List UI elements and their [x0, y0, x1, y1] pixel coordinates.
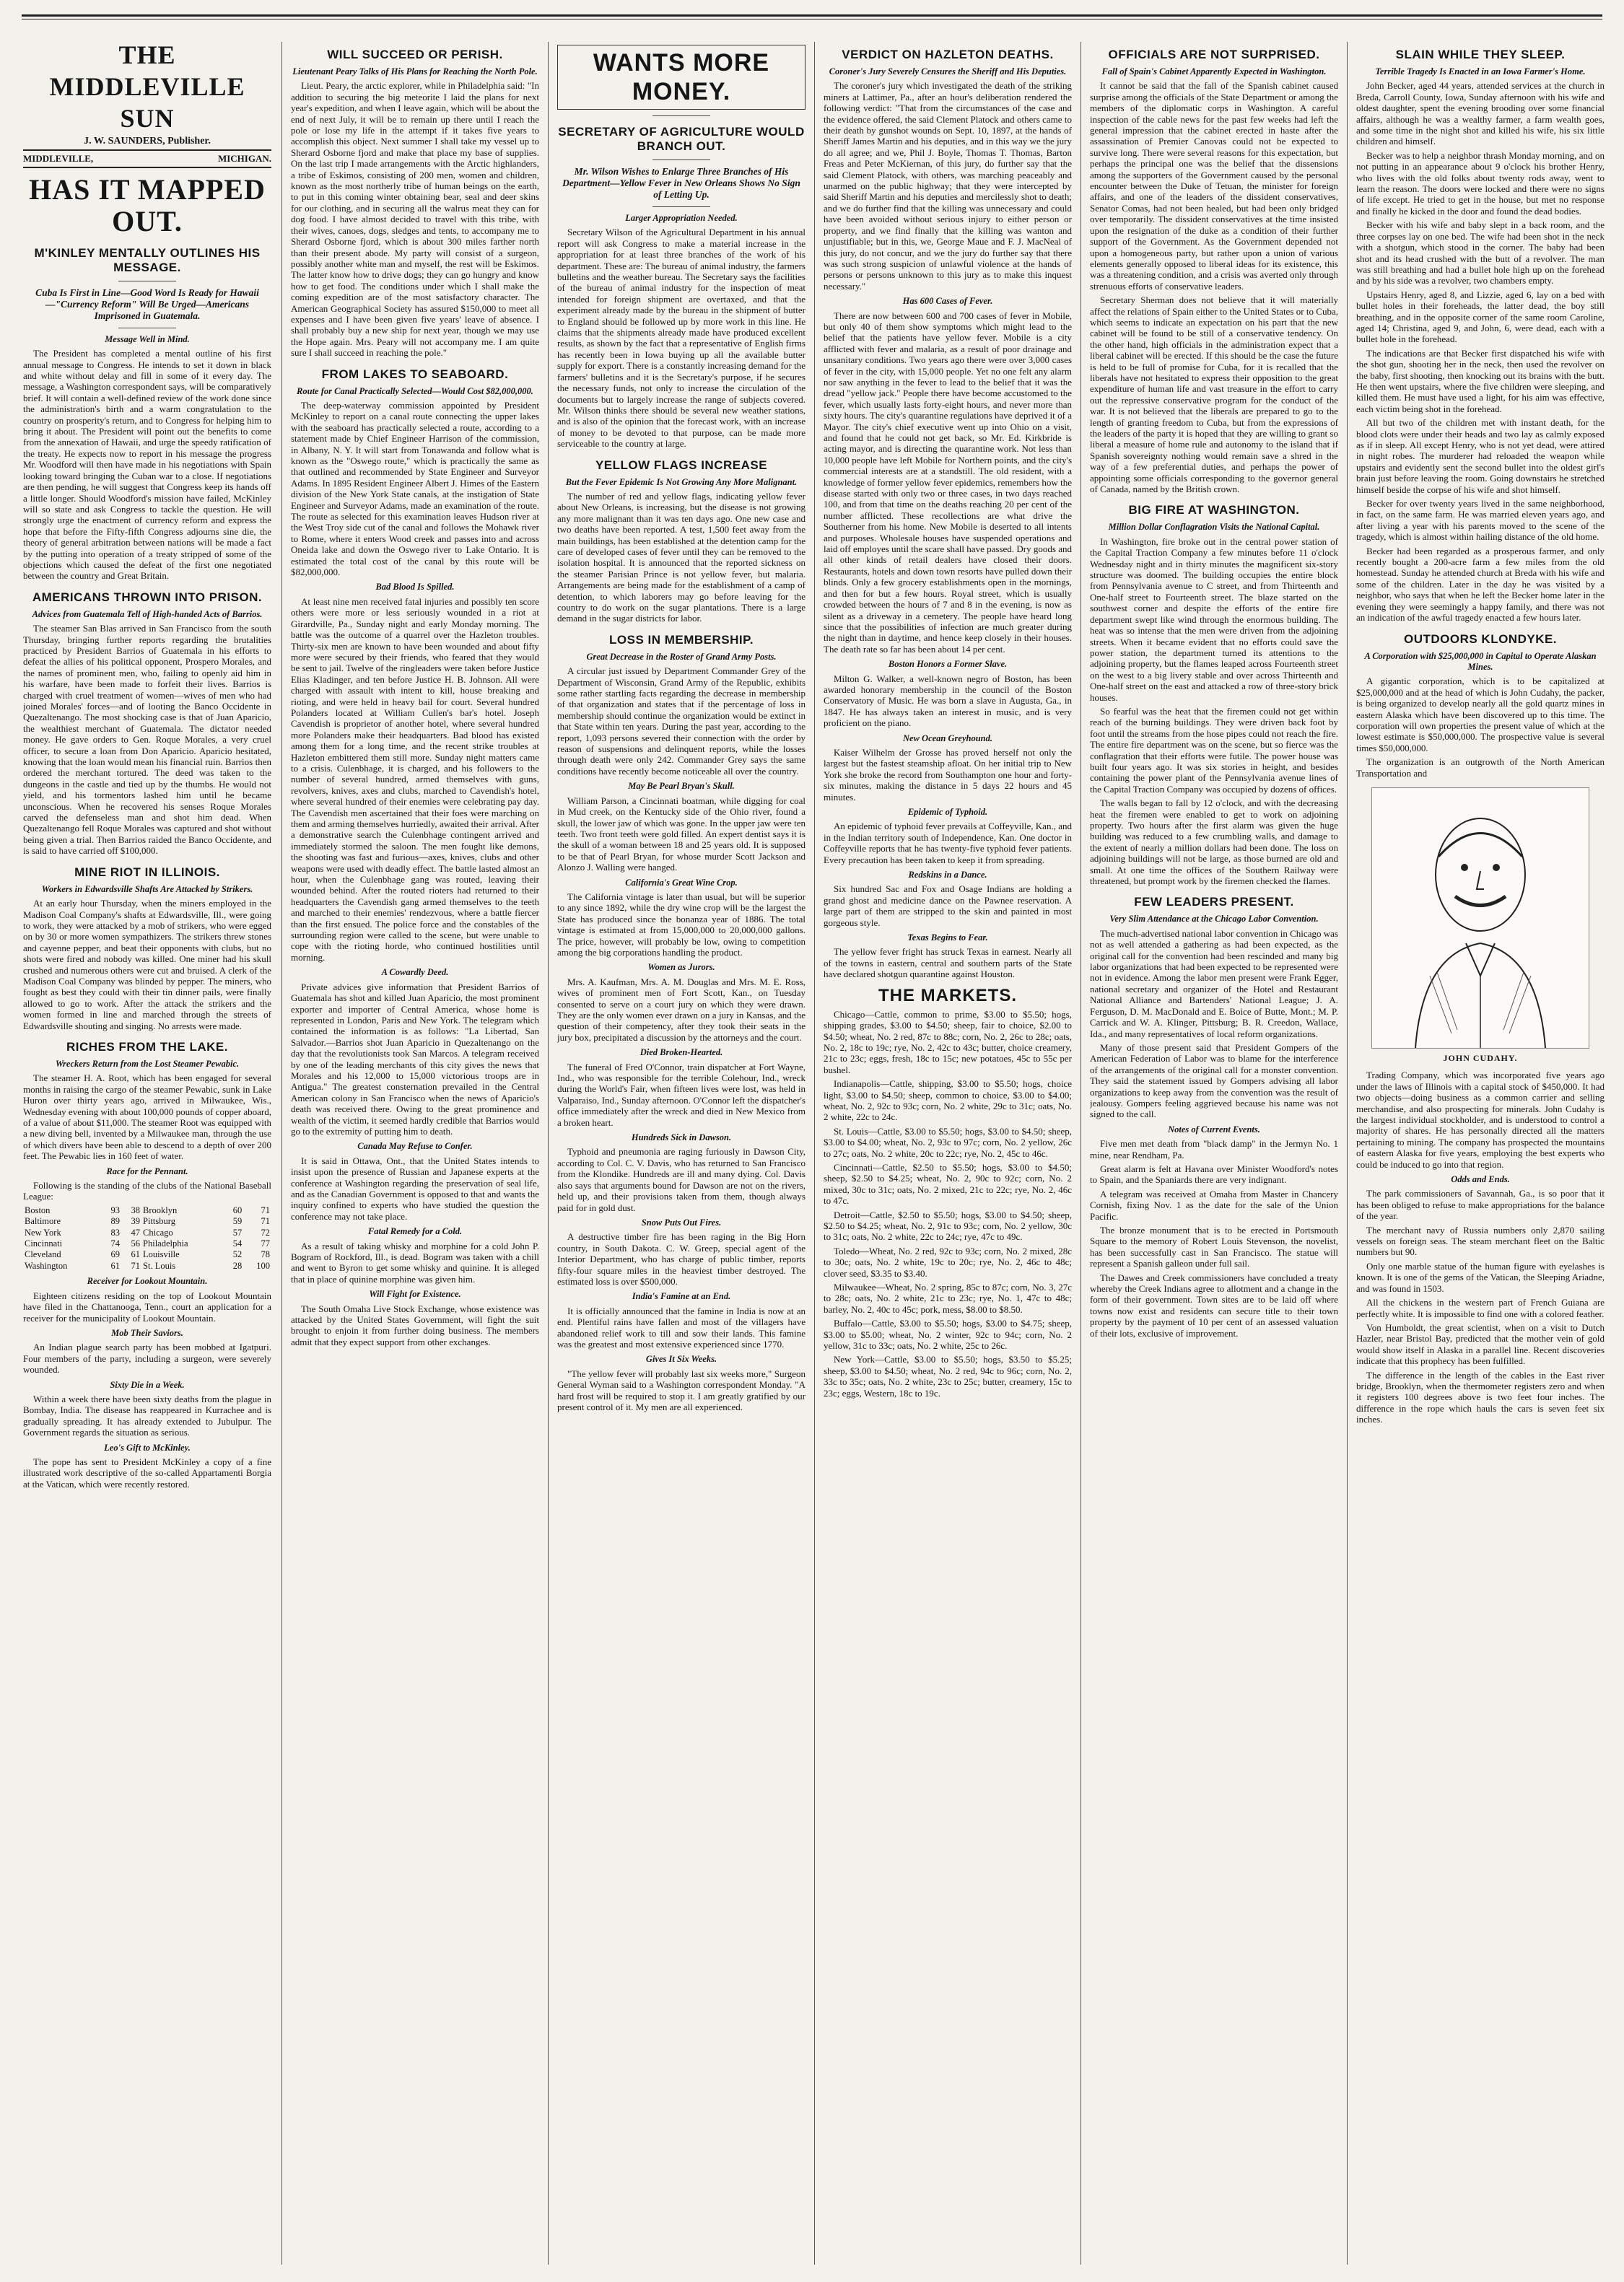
article-deck: Leo's Gift to McKinley. — [104, 1442, 191, 1453]
article-headline: OFFICIALS ARE NOT SURPRISED. — [1108, 48, 1320, 61]
article-paragraph: Becker with his wife and baby slept in a back room, and the three corpses lay on one bed. The wife had been shot in the neck with a shotgun, which stood in the corner. The baby had been shot and its head crushed with the butt of a revolver. The man was still breathing and had a bullet hole high up on the forehead and by his side was a revolver, two chambers empty. — [1356, 219, 1605, 287]
article-headline: WILL SUCCEED OR PERISH. — [327, 48, 503, 61]
section-title: Message Well in Mind. — [105, 333, 190, 344]
article-paragraph: It is said in Ottawa, Ont., that the United States intends to insist upon the presence of Russian and Japanese experts at the conference at Washington regarding the preservation of seal life, and as the Canadian Government is opposed to that and wants the inquiry confined to experts who have studied the question the conference may not take place. — [291, 1155, 539, 1222]
article-deck: Million Dollar Conflagration Visits the National Capital. — [1108, 522, 1320, 533]
article-headline: OUTDOORS KLONDYKE. — [1403, 631, 1558, 646]
standings-cell: 71 — [261, 1205, 270, 1215]
market-paragraph: Milwaukee—Wheat, No. 2 spring, 85c to 87c; corn, No. 3, 27c to 28c; oats, No. 2 white, 21c to 23c; rye, No. 1, 47c to 48c; barley, No. 2, 40c to 45c; pork, mess, $8.00 to $8.50. — [824, 1282, 1072, 1315]
standings-cell: 28 — [232, 1260, 243, 1271]
article-paragraph: The merchant navy of Russia numbers only 2,870 sailing vessels on foreign seas. The steam merchant fleet on the Baltic numbers but 90. — [1356, 1224, 1605, 1258]
article-deck: May Be Pearl Bryan's Skull. — [628, 781, 735, 792]
standings-cell: Pittsburg — [143, 1216, 175, 1227]
article-headline: FROM LAKES TO SEABOARD. — [321, 367, 509, 381]
market-paragraph: Detroit—Cattle, $2.50 to $5.50; hogs, $3.00 to $4.50; sheep, $2.50 to $4.25; wheat, No. 2, 91c to 93c; corn, No. 2 yellow, 30c to 31c; oats, No. 2 white, 22c to 24c; rye, 47c to 49c. — [824, 1209, 1072, 1243]
article-headline: YELLOW FLAGS INCREASE — [595, 458, 768, 472]
masthead-title: THE MIDDLEVILLE SUN — [49, 40, 245, 133]
article-paragraph: The much-advertised national labor convention in Chicago was not as well attended a gathering as had been expected, as the original call for the convention had been rescinded and many big labor organizations that had been expected to be represented were not in evidence. Among the labor men present were Frank Egger, national secretary and organizer of the Hotel and Restaurant National Alliance and Bartenders' National League; J. A. Ferguson, D. M. MacDonald and E. Boice of Butte, Mont.; M. P. Carrick and W. A. Klinger, Pittsburg; B. R. Creedon, Wallace, Ida., and many representatives of local reform organizations. — [1090, 927, 1338, 1039]
short-rule — [652, 206, 710, 207]
standings-row — [23, 1216, 271, 1227]
standings-cell: 71 — [261, 1216, 270, 1227]
standings-cell: 69 — [110, 1249, 120, 1260]
article-paragraph: There are now between 600 and 700 cases of fever in Mobile, but only 40 of them show symptoms which might lead to the belief that the patients have yellow fever. Mobile is a city afflicted with fever and malaria, as a result of poor drainage and unsanitary conditions. Two years ago there were over 3,000 cases of fever in the city, with 15,000 people. Yet no one felt any alarm nor saw anything in the fever to lead to the belief that it was the dread "yellow jack." People there have become accustomed to the fever, which usually lasts forty-eight hours, and never more than sixty hours. The city's quarantine regulations have deprived it of a Mayor. The city's chief executive went up into Ohio on a visit, and found that he could not get back, so Mr. Ed. Kirkbride is acting mayor, and is directing the quarantine work. Not less than 10,000 people have left Mobile for Northern points, and the city's commercial interests are at a standstill. The old resident, with a knowledge of former yellow fever epidemics, remembers how the disease started with only two or three cases, in two days reached 100, and from that time on the deaths reaching 20 per cent of the number afflicted. These recollections are what drive the Southerner from his home. New Mobile is deserted to all intents and purposes. Wholesale houses have suspended operations and laid off employes until the scare shall have passed. Dry goods and all other kinds of retail dealers have closed their doors. Restaurants, hotels and down town resorts have pulled down their blinds. Only a few grocery establishments open in the mornings, and then for but a few hours. Royal street, which is usually crowded between the hours of 7 and 8 in the evening, is now as silent as a driveway in a cemetery. The people have heard long since that the possibilities of infection are much greater during the night than in daytime, and hence keep closely in their houses. The death rate so far has been about 14 per cent. — [824, 310, 1072, 655]
standings-cell: 74 — [110, 1238, 120, 1249]
article-paragraph: The steamer San Blas arrived in San Francisco from the south Thursday, bringing further reports regarding the brutalities practiced by President Barrios of Guatemala in his efforts to defeat the allies of his political opponent, Prospero Morales, and the names of prominent men, who, failing to openly aid him in his warfare, have been made to forfeit their lives. Barrios is charged with cruel treatment of women—wives of men who had joined Morales' forces—and of looting the Banco Occidente in Quezaltenango. The most shocking case is that of Juan Aparicio, the wealthiest merchant of Guatemala. The dictator needed money. He gave orders to Gen. Roque Morales, a very cruel officer, to secure a loan from Don Aparicio. Aparicio hesitated, knowing that the loan would mean his financial ruin. Barrios then ordered the merchant tortured. The deed was taken to the dungeons in the castle and tied up by the thumbs. He would not yield, and his tormentors lashed him until he became unconscious. When he recovered his senses Roque Morales carved the defenseless man and shot him dead. When Quezaltenango fell Roque Morales was captured and shot without being given a trial. Then Barrios raided the Banco Occidente, and is said to have carried off $100,000. — [23, 623, 271, 857]
article-headline: FEW LEADERS PRESENT. — [1134, 895, 1294, 909]
article-headline: LOSS IN MEMBERSHIP. — [609, 632, 754, 647]
article-deck: Boston Honors a Former Slave. — [888, 659, 1008, 670]
article-headline: BIG FIRE AT WASHINGTON. — [1128, 503, 1300, 517]
standings-cell: 93 — [110, 1205, 120, 1215]
article-paragraph: It is officially announced that the famine in India is now at an end. Plentiful rains have fallen and most of the villagers have abandoned relief work to till and sow their lands. This famine was the greatest and most extensive experienced since 1770. — [557, 1305, 806, 1350]
article-paragraph: The coroner's jury which investigated the death of the striking miners at Lattimer, Pa., after an hour's deliberation rendered the following verdict: "That from the circumstances of the case and the evidence offered, the said Clement Platock and others came to their death by gunshot wounds on Sept. 10, 1897, at the hands of Sheriff James Martin and his deputies, and in this way we the jury do all agree; and we, Phil J. Boyle, Thomas T. Thomas, Barton Freas and Peter McKiernan, of this jury, do further say that the said Clement Platock, with others, was marching peaceably and unarmed on the public highway; that they were intercepted by said Sheriff Martin and his deputies and mercilessly shot to death; and we do further find that the killing was unnecessary and could have been avoided without serious injury to either person or property, and we find finally that the killing was wanton and unjustifiable; but in this, we, George Maue and F. J. MacNeal of this jury, do not concur, and we the jury do further say that there was such strong suspicion of unlawful violence at the hands of persons or persons unknown to this jury as to make this inquest necessary." — [824, 80, 1072, 292]
standings-cell: 54 — [232, 1238, 243, 1249]
market-paragraph: Buffalo—Cattle, $3.00 to $5.50; hogs, $3.00 to $4.75; sheep, $3.00 to $5.00; wheat, No. 2 winter, 92c to 94c; corn, No. 2 yellow, 31c to 33c; oats, No. 2 white, 25c to 26c. — [824, 1318, 1072, 1352]
article-paragraph: All but two of the children met with instant death, for the blood clots were under their heads and two lay as calmly exposed as if in sleep. All except Henry, who is not yet dead, were attired in night robes. The murderer had reloaded the weapon while upstairs and evidently sent the second bullet into the oldest girl's brain just before leaving the room. Going downstairs he stretched himself beside the corpse of his wife and shot himself. — [1356, 417, 1605, 495]
article-deck: Terrible Tragedy Is Enacted in an Iowa Farmer's Home. — [1375, 66, 1586, 76]
article-deck: A Corporation with $25,000,000 in Capital to Operate Alaskan Mines. — [1364, 650, 1597, 672]
article-deck: Epidemic of Typhoid. — [907, 807, 988, 817]
market-paragraph: Chicago—Cattle, common to prime, $3.00 to $5.50; hogs, shipping grades, $3.00 to $4.50; sheep, fair to choice, $2.00 to $4.50; wheat, No. 2 red, 87c to 88c; corn, No. 2, 26c to 28c; oats, No. 2, 18c to 19c; rye, No. 2, 42c to 43c; butter, choice creamery, 21c to 23c; eggs, fresh, 18c to 15c; new potatoes, 45c to 55c per bushel. — [824, 1008, 1072, 1075]
article-deck: Bad Blood Is Spilled. — [375, 582, 455, 593]
article-deck: Has 600 Cases of Fever. — [902, 296, 993, 307]
standings-cell: 52 — [232, 1249, 243, 1260]
standings-cell: 60 — [232, 1205, 243, 1215]
article-paragraph: It cannot be said that the fall of the Spanish cabinet caused surprise among the officials of the State Department or among the members of the diplomatic corps in Washington. A careful inspection of the cable news for the past few weeks had left the general impression that the cabinet erected in haste after the assassination of Premier Canovas could not be expected to survive long. There were several reasons for this expectation, but perhaps the principal one was the belief that the dissensions among the supporters of the Government caused by the personal encounter between the Duke of Tetuan, the minister for foreign affairs, and one of the leaders of the dissident conservatives, Senator Comas, had not been healed, but had been only bridged over temporarily. The dissident conservatives at the time insisted upon the resignation of the duke as a condition of their further support of the Government. As the Government depended not upon a homogeneous party, but rather upon a union of various elements generally opposed to liberal ideas for its existence, this was a threatening condition, and a crisis was averted only through strenuous efforts of conservative leaders. — [1090, 80, 1338, 292]
market-paragraph: Cincinnati—Cattle, $2.50 to $5.50; hogs, $3.00 to $4.50; sheep, $2.50 to $4.25; wheat, No. 2, 90c to 92c; corn, No. 2 mixed, 30c to 31c; oats, No. 2 mixed, 21c to 22c; rye, No. 2, 46c to 47c. — [824, 1161, 1072, 1207]
article-paragraph: A circular just issued by Department Commander Grey of the Department of Wisconsin, Grand Army of the Republic, exhibits some rather startling facts regarding the decrease in membership of that organization and states that if the percentage of loss in membership should continue the organization would be extinct in that State within ten years. During the past year, according to the report, 1,093 persons severed their connection with the order by reason of suspensions and delinquent reports, while the losses through death were only 242. Commander Grey says the same conditions have recently become noticeable all over the country. — [557, 665, 806, 777]
lead-deck: Cuba Is First in Line—Good Word Is Ready for Hawaii—"Currency Reform" Will Be Urged—Americans Imprisoned in Guatemala. — [35, 287, 259, 321]
article-deck: But the Fever Epidemic Is Not Growing Any More Malignant. — [565, 476, 798, 487]
standings-cell: 78 — [261, 1249, 270, 1260]
lead-subhead: M'KINLEY MENTALLY OUTLINES HIS MESSAGE. — [34, 245, 261, 274]
standings-cell: Philadelphia — [143, 1238, 188, 1249]
column-6 — [1356, 39, 1605, 2268]
article-headline: SLAIN WHILE THEY SLEEP. — [1395, 48, 1566, 61]
article-headline: VERDICT ON HAZLETON DEATHS. — [842, 48, 1054, 61]
market-paragraph: Toledo—Wheat, No. 2 red, 92c to 93c; corn, No. 2 mixed, 28c to 30c; oats, No. 2 white, 19c to 20c; rye, No. 2, 46c to 48c; clover seed, $3.35 to $3.40. — [824, 1245, 1072, 1279]
lead-deck: Mr. Wilson Wishes to Enlarge Three Branches of His Department—Yellow Fever in New Orleans Shows No Sign of Letting Up. — [562, 166, 800, 200]
article-paragraph: Mrs. A. Kaufman, Mrs. A. M. Douglas and Mrs. M. E. Ross, wives of prominent men of Fort Scott, Kan., on Tuesday consented to serve on a court jury on which they were drawn. They are the only women ever drawn on a jury in Kansas, and the question of their competency, after they took their seats in the jury box, precipitated a discussion by the attorneys and the court. — [557, 976, 806, 1043]
article-deck: Receiver for Lookout Mountain. — [87, 1276, 208, 1287]
article-paragraph: An Indian plague search party has been mobbed at Igatpuri. Four members of the party, including a surgeon, were severely wounded. — [23, 1342, 271, 1376]
article-deck: Fall of Spain's Cabinet Apparently Expected in Washington. — [1101, 66, 1327, 76]
article-paragraph: A destructive timber fire has been raging in the Big Horn country, in South Dakota. C. W. Greep, special agent of the Interior Department, who has charge of public timber, reports fifty-four square miles in the heaviest timber destroyed. The estimated loss is over $500,000. — [557, 1231, 806, 1287]
article-paragraph: An epidemic of typhoid fever prevails at Coffeyville, Kan., and in the Indian territory south of Independence, Kan. One doctor in Coffeyville reports that he has twenty-five typhoid fever patients. Every precaution has been taken to keep it from spreading. — [824, 821, 1072, 865]
article-paragraph: A telegram was received at Omaha from Master in Chancery Cornish, fixing Nov. 1 as the date for the sale of the Union Pacific. — [1090, 1188, 1338, 1222]
article-paragraph: Typhoid and pneumonia are raging furiously in Dawson City, according to Col. C. V. Davis, who has returned to San Francisco from the Klondike. Hundreds are ill and many dying. Col. Davis also says that arguments bound for Dawson are not on the rivers, held up, and their provisions taken from them, though always paid for in gold dust. — [557, 1146, 806, 1213]
article-paragraph: Five men met death from "black damp" in the Jermyn No. 1 mine, near Rendham, Pa. — [1090, 1138, 1338, 1160]
masthead-dateline — [23, 149, 271, 167]
article-deck: Odds and Ends. — [1451, 1174, 1510, 1185]
portrait-icon — [1372, 788, 1589, 1048]
article-paragraph: The Dawes and Creek commissioners have concluded a treaty whereby the Creek Indians agree to allotment and a change in the form of their government. Town sites are to be laid off where towns now exist and residents can secure title to their town property by the payment of 10 per cent of an assessed valuation of their lots, exclusive of improvement. — [1090, 1272, 1338, 1339]
portrait-caption: JOHN CUDAHY. — [1443, 1052, 1518, 1063]
article-deck: Texas Begins to Fear. — [907, 932, 988, 943]
column-rule — [281, 42, 282, 2265]
standings-cell: Louisville — [143, 1249, 180, 1260]
masthead-town: MIDDLEVILLE, — [23, 153, 94, 165]
column-3 — [557, 39, 806, 2268]
article-deck: Advices from Guatemala Tell of High-handed Acts of Barrios. — [32, 608, 263, 619]
standings-cell: 61 — [131, 1249, 141, 1260]
column-5 — [1090, 39, 1338, 2268]
column-rule — [814, 42, 815, 2265]
portrait-illustration — [1371, 787, 1589, 1049]
article-deck: Very Slim Attendance at the Chicago Labor Convention. — [1109, 914, 1319, 924]
standings-cell: Chicago — [143, 1227, 173, 1238]
short-rule — [652, 115, 710, 116]
article-paragraph: Lieut. Peary, the arctic explorer, while in Philadelphia said: "In addition to securing the big meteorite I laid the plans for next year's expedition, and when I leave again, which will be about the end of next July, it will be to remain up there until I reach the pole or lose my life in the attempt if it takes five years to accomplish this object. Next summer I shall take my vessel up to Sherard Osborne fjord and make that place my base of supplies. On the last trip I made arrangements with the Arctic highlanders, a tribe of Eskimos, consisting of 200 men, women and children, known as the most northerly tribe of human beings on the earth, to put in this coming winter obtaining bear, seal and deer skins for our clothing, and in securing all the walrus meat they can for dog food. I have almost decided to travel with this tribe, with their wives, canoes, dogs, sledges and tents, to accompany me to Sherard Osborne fjord, which is about 300 miles farther north than their present abode. My party will consist of a surgeon, possibly another white man and myself, the rest will be Eskimos. The latter know how to drive dogs; they can go hungry and know how to get food. The conditions under which I shall make the coming expedition are of the most satisfactory character. The American Geographical Society has assured $150,000 to meet all expenses and I have been given five years' leave of absence. I shall probably buy a new ship for next year, though we may use the Hope again. Mrs. Peary will not accompany me. I am quite sure I shall succeed in reaching the pole." — [291, 80, 539, 359]
article-paragraph: "The yellow fever will probably last six weeks more," Surgeon General Wyman said to a Washington correspondent Monday. "A hard frost will be required to stop it. I am greatly gratified by our present control of it. My men are all experienced. — [557, 1368, 806, 1412]
short-rule — [652, 159, 710, 160]
article-deck: Larger Appropriation Needed. — [625, 213, 738, 223]
article-paragraph: At least nine men received fatal injuries and possibly ten score others were more or less seriously wounded in a riot at Girardville, Pa., Sunday night and early Monday morning. The battle was the outcome of a quarrel over the Hazleton troubles. Thirty-six men are known to have been wounded and about fifty more were secured by their friends, who feared that they would be sent to jail. Twelve of the ringleaders were taken before Justice Elias Kladinger, and ten before Justice H. B. Johnson. All were charged with assault with intent to kill, house breaking and rioting, and were held in heavy bail for court. Several hundred Polanders located at William Cullen's bar's hotel. Joseph Cavendish is proprietor of another hotel, where several hundred more Polanders make their headquarters. Bad blood has existed among them for a long time, and the recent strike troubles at Hazleton embittered them still more. Sunday night matters came to a crisis. Culenbhage, it is charged, and his followers to the number of several hundred, armed themselves with guns, revolvers, knives, axes and clubs, marched to Cavendish's hotel, where several hundred of their enemies were celebrating pay day. The Cavendish men ascertained that their foes were marching on them and arming themselves hurriedly, awaited their arrival. After a demonstrative search the Culenbhage contingent arrived and immediately stormed the saloon. The men fought like demons, the shooting was fast and furious—axes, knives, clubs and other weapons were used with deadly effect. The battle lasted almost an hour, when the Culenbhage gang was routed, leaving their wounded behind. After the routed rioters had returned to their headquarters the Cavendish gang armed themselves to the teeth and marched to their enemies' rendezvous, where a battle fiercer than the first ensued. The police force and the constables of the surrounding region were called to the scene, but were unable to cope with the rioting horde, who continued hostilities until morning. — [291, 595, 539, 963]
standings-cell: 61 — [110, 1260, 120, 1271]
article-headline: MINE RIOT IN ILLINOIS. — [74, 865, 220, 879]
article-paragraph: So fearful was the heat that the firemen could not get within reach of the burning buildings. They were driven back foot by foot until the streams from the hose pipes could not reach the fire. The entire fire department was on the scene, but so fierce was the conflagration that their efforts were futile. The power house was built four years ago. It was six stories in height, and besides containing the power plant of the Pennsylvania avenue lines of the Capital Traction Company was occupied by dozens of offices. — [1090, 705, 1338, 795]
article-paragraph: Kaiser Wilhelm der Grosse has proved herself not only the largest but the fastest steamship afloat. On her initial trip to New York she broke the record from Southampton one hour and forty-six minutes, making the distance in 5 days 22 hours and 45 minutes. — [824, 746, 1072, 803]
article-paragraph: Becker was to help a neighbor thrash Monday morning, and on not putting in an appearance about 9 o'clock his brother Henry, who lives with the old folks about twenty rods away, went to learn the reason. The doors were locked and there were no signs of life except. He tried to get in the house, but met no response and finally he kicked in the door and found the dead bodies. — [1356, 149, 1605, 217]
column-rule — [548, 42, 549, 2265]
standings-cell: 47 — [131, 1227, 141, 1238]
article-deck: Route for Canal Practically Selected—Would Cost $82,000,000. — [297, 385, 533, 396]
column-2 — [291, 39, 539, 2268]
standings-cell: Washington — [25, 1260, 68, 1271]
masthead-publisher: J. W. SAUNDERS, Publisher. — [84, 136, 211, 147]
article-paragraph: Secretary Wilson of the Agricultural Department in his annual report will ask Congress to make a material increase in the appropriation for at least three branches of the work of his department. These are: The bureau of animal industry, the farmers bulletins and the weather bureau. The Secretary says the facilities of the bureau of animal industry for the inspection of meat intended for foreign shipment are overtaxed, and that the experiment already made by the bureau in the shipment of butter to England should be followed up by more work in this line. He claims that the shipments already made have produced excellent results, as shown by the fact that a representative of English firms has recently been in Iowa buying up all the available butter supply for export. There is a constantly increasing demand for the farmers' bulletins and it is the Secretary's purpose, if he secures the necessary funds, not only to increase the circulation of the documents but to largely increase the range of subjects covered. Mr. Wilson thinks there should be several new weather stations, and is also of the opinion that the forecast work, with an increase of money to be devoted to that purpose, can be made more serviceable to the country at large. — [557, 227, 806, 450]
standings-cell: 89 — [110, 1216, 120, 1227]
standings-cell: 56 — [131, 1238, 141, 1249]
lead-subhead: SECRETARY OF AGRICULTURE WOULD BRANCH OUT. — [558, 125, 805, 153]
standings-cell: 39 — [131, 1216, 141, 1227]
article-paragraph: Eighteen citizens residing on the top of Lookout Mountain have filed in the Chattanooga, Tenn., court an application for a receiver for the municipality of Lookout Mountain. — [23, 1290, 271, 1324]
standings-table — [23, 1205, 271, 1272]
standings-cell: 71 — [131, 1260, 141, 1271]
article-deck: Snow Puts Out Fires. — [641, 1217, 722, 1228]
standings-cell: Baltimore — [25, 1216, 61, 1227]
column-1 — [23, 39, 271, 2268]
article-paragraph: Milton G. Walker, a well-known negro of Boston, has been awarded honorary membership in the council of the Boston Conservatory of Music. He was born a slave in Augusta, Ga., in 1847. He has always taken an interest in music, and is very proficient on the piano. — [824, 673, 1072, 729]
standings-cell: Brooklyn — [143, 1205, 178, 1215]
article-paragraph: Von Humboldt, the great scientist, when on a visit to Dutch Hazler, near Bristol Bay, predicted that the mother vein of gold would show itself in Alaska in a parallel line. Recent discoveries indicate that this prophecy has been fulfilled. — [1356, 1321, 1605, 1367]
top-rule — [22, 14, 1602, 17]
article-paragraph: The walls began to fall by 12 o'clock, and with the decreasing heat the firemen were enabled to get to work on adjoining property. Two hours after the first alarm was given the huge building was reduced to a few crumbling walls, and damage to the extent of nearly a million dollars had been done. The loss on adjoining buildings will not be large, as those burned are old and small. At one time the offices of the Southern Railway were threatened, but prompt work by the firemen checked the flames. — [1090, 797, 1338, 887]
article-deck: Mob Their Saviors. — [111, 1327, 183, 1338]
article-deck: New Ocean Greyhound. — [903, 733, 992, 743]
article-paragraph: Private advices give information that President Barrios of Guatemala has shot and killed Juan Aparicio, the most prominent exporter and importer of Central America, whose home is represented in London, Paris and New York. The telegram which contained the information is as follows: "La Libertad, San Salvador.—Barrios shot Juan Aparicio in Quezaltenango on the day that the revolutionists took San Marcos. A telegram received by one of the leading merchants of this city gives the news that Morales and his 12,000 to 15,000 victorious troops are in Antigua." The greatest consternation prevailed in the Central American colony in San Francisco when the news of Aparicio's death was received there. Owing to the great prominence and wealth of the victim, it seemed hardly credible that Barrios would go to the extremity of putting him to death. — [291, 981, 539, 1137]
article-paragraph: As a result of taking whisky and morphine for a cold John P. Bogram of Rockford, Ill., is dead. Bogram was taken with a chill and went to Byron to get some whisky and quinine. It is alleged that in place of quinine morphine was given him. — [291, 1240, 539, 1285]
article-deck: Race for the Pennant. — [106, 1166, 188, 1176]
article-deck: Lieutenant Peary Talks of His Plans for Reaching the North Pole. — [292, 66, 538, 76]
standings-row — [23, 1238, 271, 1249]
article-deck: Will Fight for Existence. — [369, 1289, 461, 1300]
article-paragraph: The number of red and yellow flags, indicating yellow fever about New Orleans, is increasing, but the disease is not growing any more malignant than it was ten days ago. One new case and two deaths have been reported. A test, 1,500 feet away from the main buildings, has been established at the detention camp for the care of developed cases of fever until they can be removed to the isolation hospital. It is announced that the reported sickness on the steamer Parisian Prince is not yellow fever, but malaria. Arrangements are being made for the establishment of a camp of detention, to which laborers may go before leaving for the country to do work on the sugar plantations. There is a large demand in the sugar districts for labor. — [557, 490, 806, 624]
standings-cell: 100 — [256, 1260, 270, 1271]
article-deck: Notes of Current Events. — [1168, 1124, 1260, 1135]
column-rule — [1347, 42, 1348, 2265]
article-deck: Died Broken-Hearted. — [639, 1047, 723, 1058]
article-paragraph: The South Omaha Live Stock Exchange, whose existence was attacked by the United States Government, will fight the suit brought to enjoin it from further doing business. The members admit that they expect support from other exchanges. — [291, 1303, 539, 1347]
article-paragraph: Becker had been regarded as a prosperous farmer, and only recently bought a 200-acre farm a few miles from the old homestead. Sunday he attended church at Breda with his wife and some of the children. Later in the day he was visited by a neighbor, who says that when he left the Becker home later in the evening they were seemingly a happy family, and there was not an indication of the awful tragedy enacted a few hours later. — [1356, 545, 1605, 624]
article-paragraph: All the chickens in the western part of French Guiana are perfectly white. It is impossible to find one with a colored feather. — [1356, 1297, 1605, 1319]
article-deck: Coroner's Jury Severely Censures the Sheriff and His Deputies. — [829, 66, 1067, 76]
newspaper-page — [22, 10, 1605, 2272]
article-paragraph: The President has completed a mental outline of his first annual message to Congress. He intends to set it down in black and white without delay and fill in some of it every day. The message, a Washington correspondent says, will be comparatively brief. It will contain a well-defined review of the work done since the administration's birth and a warm congratulation to the country on prosperity's return, and to Congress for helping him to bring it about. The President will point out the benefits to come from the annexation of Hawaii, and urge the speedy ratification of the treaty. He expects now to report in his message the progress Mr. Woodford will then have made in his negotiations with Spain looking toward bringing the Cuban war to a close. If negotiations are then pending, he will suggest that Congress keep its hands off a little longer. Should Woodford's mission have failed, McKinley will so state and ask Congress to tackle the question. He will strongly urge the enactment of currency reform and express the hope that before the Fifty-fifth Congress adjourns sine die, the theory of general arbitration between nations will be made a fact by the putting into operation of a treaty stripped of some of the objections which caused the defeat of the first one negotiated between the country and Great Britain. — [23, 348, 271, 582]
article-paragraph: A gigantic corporation, which is to be capitalized at $25,000,000 and at the head of which is John Cudahy, the packer, is being organized to develop nearly all the gold quartz mines in eastern Alaska which have been discovered up to this time. The corporation will own properties the present value of which at the lowest estimate is $50,000,000. The prospective value is several times $50,000,000. — [1356, 676, 1605, 753]
article-paragraph: The funeral of Fred O'Connor, train dispatcher at Fort Wayne, Ind., who was responsible for the terrible Colehour, Ind., wreck during the World's Fair, when fifteen lives were lost, was held in Valparaiso, Ind., Sunday afternoon. O'Connor left the dispatcher's office immediately after the wreck and died in New Mexico from a broken heart. — [557, 1061, 806, 1128]
article-paragraph: John Becker, aged 44 years, attended services at the church in Breda, Carroll County, Iowa, Sunday afternoon with his wife and oldest daughter, spent the evening brooding over some financial affairs, although he was a wealthy farmer, a farm wealth goes, and some time in the night shot and killed his wife, his six little children and himself. — [1356, 80, 1605, 147]
standings-cell: 38 — [131, 1205, 141, 1215]
markets-headline: THE MARKETS. — [878, 985, 1017, 1005]
article-paragraph: The pope has sent to President McKinley a copy of a fine illustrated work descriptive of the so-called Appartamenti Borgia at the Vatican, which were recently restored. — [23, 1456, 271, 1490]
standings-row — [23, 1261, 271, 1272]
standings-cell: 57 — [232, 1227, 243, 1238]
article-paragraph: Many of those present said that President Gompers of the American Federation of Labor was to blame for the interference of the arrangements of the original call for a monster convention. They said the statement issued by Gompers advising all labor organizations to keep away from the convention was the result of jealousy. Gompers feeling aggrieved because his name was not signed to the call. — [1090, 1041, 1338, 1120]
article-deck: Hundreds Sick in Dawson. — [631, 1132, 732, 1143]
article-deck: Great Decrease in the Roster of Grand Army Posts. — [586, 651, 777, 662]
standings-cell: St. Louis — [143, 1260, 176, 1271]
article-paragraph: The indications are that Becker first dispatched his wife with the shot gun, shooting her in the neck, then used the revolver on the baby, first shooting, then knocking out its brains with the butt. He then went upstairs, where the five children were sleeping, and killed them. He must have used a light, for his aim was effective, each victim being shot in the forehead. — [1356, 347, 1605, 414]
standings-row — [23, 1249, 271, 1260]
article-paragraph: The California vintage is later than usual, but will be superior to any since 1892, while the dry wine crop will be the largest the State has produced since the bonanza year of 1886. The total vintage is estimated at from 15,000,000 to 20,000,000 gallons. The price, however, will probably be low, owing to competition among the big corporations handling the product. — [557, 891, 806, 958]
article-paragraph: The bronze monument that is to be erected in Portsmouth Square to the memory of Robert Louis Stevenson, the novelist, has been successfully cast in San Francisco. The statue will represent a Spanish galleon under full sail. — [1090, 1225, 1338, 1269]
article-paragraph: Only one marble statue of the human figure with eyelashes is known. It is one of the gems of the Vatican, the Sleeping Ariadne, and was found in 1503. — [1356, 1260, 1605, 1294]
article-paragraph: The deep-waterway commission appointed by President McKinley to report on a canal route connecting the upper lakes with the seaboard has practically selected a route, according to a statement made by Chief Engineer Harrison of the commission, in Albany, N. Y. It will start from Tonawanda and follow what is known as the "Oswego route," which is practically the same as that outlined and recommended by State Engineer and Surveyor Adams. In 1895 Resident Engineer Albert J. Himes of the Eastern division of the New York State canals, at the instigation of State Engineer and Surveyor Adams, made an examination of the route. The route as selected for this examination leaves Hudson river at the West Troy side cut of the canal and follows the Mohawk river to Rome, where it enters Wood creek and passes into and across Oneida lake and down the Oswego river to Lake Ontario. It is estimated the total cost of the canal by this route will be $82,000,000. — [291, 399, 539, 578]
masthead-state: MICHIGAN. — [217, 153, 271, 165]
market-paragraph: St. Louis—Cattle, $3.00 to $5.50; hogs, $3.00 to $4.50; sheep, $3.00 to $4.00; wheat, No. 2, 93c to 97c; corn, No. 2 yellow, 26c to 27c; oats, No. 2 white, 20c to 22c; rye, No. 2, 45c to 46c. — [824, 1125, 1072, 1159]
article-deck: Redskins in a Dance. — [908, 870, 987, 880]
article-paragraph: Six hundred Sac and Fox and Osage Indians are holding a grand ghost and medicine dance on the Pawnee reservation. A large part of them are stripped to the skin and painted in most gorgeous style. — [824, 883, 1072, 928]
standings-cell: New York — [25, 1227, 61, 1238]
lead-headline: HAS IT MAPPED OUT. — [29, 172, 266, 237]
article-paragraph: Within a week there have been sixty deaths from the plague in Bombay, India. The disease has reappeared in Kurrachee and is gradually spreading. It has already extended to Jubulpur. The Government regards the situation as serious. — [23, 1393, 271, 1438]
article-deck: Wreckers Return from the Lost Steamer Pewabic. — [55, 1058, 240, 1069]
article-paragraph: The yellow fever fright has struck Texas in earnest. Nearly all of the towns in eastern, central and southern parts of the State have declared shotgun quarantine against Houston. — [824, 946, 1072, 980]
standings-cell: Boston — [25, 1205, 51, 1215]
article-paragraph: Upstairs Henry, aged 8, and Lizzie, aged 6, lay on a bed with bullet holes in their foreheads, the latter dead, the boy still breathing, and in the opposite corner of the same room Caroline, aged 14; Christina, aged 9, and John, 6, were dead, each with a bullet hole in the forehead. — [1356, 289, 1605, 345]
article-headline: AMERICANS THROWN INTO PRISON. — [32, 590, 263, 604]
standings-cell: Cleveland — [25, 1249, 61, 1260]
article-deck: Sixty Die in a Week. — [110, 1379, 185, 1390]
article-headline: RICHES FROM THE LAKE. — [66, 1039, 228, 1054]
article-paragraph: Great alarm is felt at Havana over Minister Woodford's notes to Spain, and the Spaniards there are very indignant. — [1090, 1163, 1338, 1186]
standings-row — [23, 1205, 271, 1216]
article-paragraph: Following is the standing of the clubs of the National Baseball League: — [23, 1180, 271, 1202]
standings-cell: 77 — [261, 1238, 270, 1249]
article-deck: Canada May Refuse to Confer. — [357, 1141, 473, 1152]
article-paragraph: The park commissioners of Savannah, Ga., is so poor that it has been obliged to refuse to make appropriations for the balance of the year. — [1356, 1188, 1605, 1222]
market-paragraph: New York—Cattle, $3.00 to $5.50; hogs, $3.50 to $5.25; sheep, $3.00 to $4.50; wheat, No. 2 red, 94c to 96c; corn, No. 2, 33c to 35c; oats, No. 2 white, 23c to 25c; butter, creamery, 15c to 23c; eggs, Western, 18c to 19c. — [824, 1354, 1072, 1399]
market-paragraph: Indianapolis—Cattle, shipping, $3.00 to $5.50; hogs, choice light, $3.00 to $4.50; sheep, common to choice, $3.00 to $4.00; wheat, No. 2, 92c to 93c; corn, No. 2 white, 29c to 31c; oats, No. 2 white, 22c to 24c. — [824, 1078, 1072, 1123]
article-deck: A Cowardly Deed. — [381, 967, 449, 978]
standings-cell: Cincinnati — [25, 1238, 63, 1249]
article-deck: California's Great Wine Crop. — [625, 877, 738, 888]
article-paragraph: In Washington, fire broke out in the central power station of the Capital Traction Company a few minutes before 11 o'clock Wednesday night and in thirty minutes the magnificent six-story structure was doomed. The building occupies the entire block from Pennsylvania avenue to C street, and from Thirteenth and One-half street to Fourteenth street. The blaze started on the southwest corner and despite the efforts of the entire fire department swept like wind through the enormous building. The heat was so intense that the men were driven from the adjoining streets. When it became evident that no efforts could save the power station, the department turned its attentions to the adjoining property, but the flames leaped across Fourteenth street on the west to a big livery stable and over across Thirteenth and One-half street on the east and attacked a row of three-story brick houses. — [1090, 535, 1338, 703]
article-deck: India's Famine at an End. — [632, 1291, 731, 1302]
article-deck: Women as Jurors. — [647, 962, 715, 973]
article-deck: Fatal Remedy for a Cold. — [367, 1226, 463, 1237]
standings-cell: 59 — [232, 1216, 243, 1227]
lead-headline: WANTS MORE MONEY. — [557, 45, 806, 110]
article-paragraph: At an early hour Thursday, when the miners employed in the Madison Coal Company's shafts at Edwardsville, Ill., were going to work, they were attacked by a mob of strikers, who were egged on by 30 or more women sympathizers. The strikers threw stones and cayenne pepper, and beat their opponents with clubs, but no shots were fired and nobody was killed. One miner had his skull crushed and numerous others were cut and bruised. A clerk of the Madison Coal Company was blinded by pepper. The miners, who fought as best they could with their tin dinner pails, were finally allowed to go to work. After the attack the strikers and the women formed in line and marched through the streets of Edwardsville shouting and singing. No arrests were made. — [23, 898, 271, 1031]
article-paragraph: Becker for over twenty years lived in the same neighborhood, in fact, on the same farm. He was married eleven years ago, and after living a year with his parents moved to the scene of the tragedy, which is almost within hailing distance of the old home. — [1356, 498, 1605, 543]
article-paragraph: The difference in the length of the cables in the East river bridge, Brooklyn, when the thermometer registers zero and when it registers 100 degrees above is two feet four inches. The difference in the rope which hauls the cars is seven feet six inches. — [1356, 1369, 1605, 1425]
article-paragraph: Secretary Sherman does not believe that it will materially affect the relations of Spain either to the United States or to Cuba, which seems to indicate an expectation on his part that the new cabinet will be found to be still of a conservative tendency. On the other hand, high officials in the administration expect that a liberal cabinet will be erected. If this should be the case the future is held to be full of promise for Cuba, for it is recalled that the liberals have not hesitated to express their opposition to the great expenditure of human life and vast treasure in the effort to carry out the repressive conservative program for the conduct of the war. It is not believed that the liberals are prepared to go to the length of granting freedom to Cuba, but from the expressions of the leaders of the party it is hoped that they are willing to grant so liberal a measure of home rule and autonomy to the island that if Spanish sovereignty nothing would remain save a shred in the way of a few preferential duties, and perhaps the power of appointing some officials corresponding to the governor general of Canada, named by the British crown. — [1090, 294, 1338, 495]
article-paragraph: William Parson, a Cincinnati boatman, while digging for coal in Mud creek, on the Kentucky side of the Ohio river, found a skull, the lower jaw of which was gone. In the upper jaw were ten teeth. Two front teeth were gold filled. An expert dentist says it is the skull of a woman between 18 and 25 years old. It is supposed to be that of Pearl Bryan, for whose murder Scott Jackson and Alonzo J. Walling were hanged. — [557, 795, 806, 873]
article-paragraph: The organization is an outgrowth of the North American Transportation and — [1356, 756, 1605, 779]
article-deck: Workers in Edwardsville Shafts Are Attacked by Strikers. — [41, 883, 253, 894]
column-4 — [824, 39, 1072, 2268]
standings-row — [23, 1228, 271, 1238]
standings-cell: 83 — [110, 1227, 120, 1238]
standings-cell: 72 — [261, 1227, 270, 1238]
article-paragraph: The steamer H. A. Root, which has been engaged for several months in raising the cargo of the steamer Pewabic, sunk in Lake Huron over thirty years ago, arrived in Milwaukee, Wis., Wednesday evening with about 100,000 pounds of copper aboard, of a value of about $11,000. The steamer Root was equipped with a new diving bell, invented by a Milwaukee man, through the use of which divers have been able to descend to a depth of over 200 feet. The Pewabic lies in 160 feet of water. — [23, 1072, 271, 1162]
article-paragraph: Trading Company, which was incorporated five years ago under the laws of Illinois with a capital stock of $450,000. It had two objects—doing business as a common carrier and selling merchandise, and also prospecting for minerals. John Cudahy is the largest individual stockholder, and is understood to control a majority of shares. He has personally directed all the matters pertaining to mining. The company has prospected the mountains of eastern Alaska for five years, employing the best experts who could be induced to go into that region. — [1356, 1070, 1605, 1170]
article-deck: Gives It Six Weeks. — [645, 1354, 717, 1365]
